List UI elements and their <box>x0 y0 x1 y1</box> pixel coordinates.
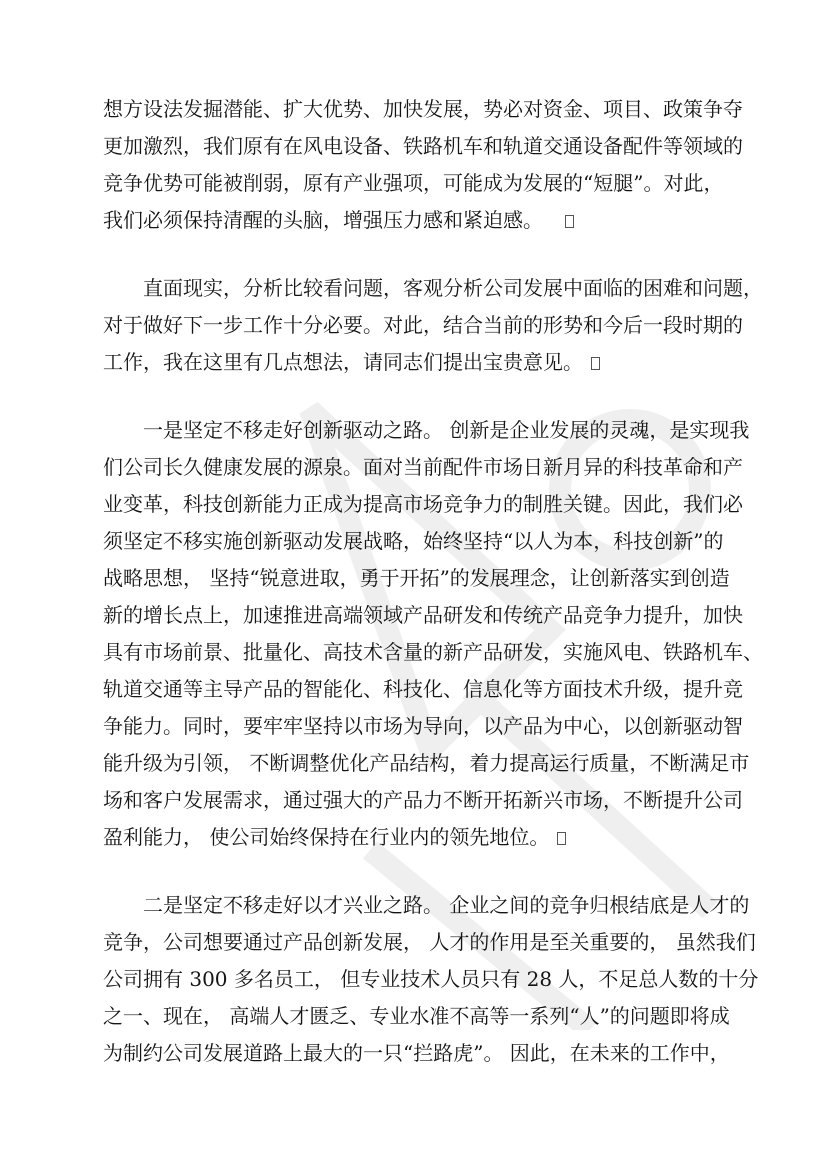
paragraph-spacing <box>103 856 743 887</box>
text-line: 二是坚定不移走好以才兴业之路。 企业之间的竞争归根结底是人才的 <box>143 893 750 917</box>
text-line: 新的增长点上，加速推进高端领域产品研发和传统产品竞争力提升，加快 <box>103 603 743 627</box>
paragraph-3 <box>103 412 763 856</box>
text-line-content: 我们必须保持清醒的头脑，增强压力感和紧迫感。 <box>103 208 543 232</box>
text-line: 直面现实，分析比较看问题，客观分析公司发展中面临的困难和问题， <box>143 276 763 300</box>
text-line: 想方设法发掘潜能、扩大优势、加快发展，势必对资金、项目、政策争夺 <box>103 97 743 121</box>
paragraph-1 <box>103 91 743 239</box>
text-line: 能升级为引领， 不断调整优化产品结构，着力提高运行质量，不断满足市 <box>103 751 750 775</box>
text-line: 更加激烈，我们原有在风电设备、铁路机车和轨道交通设备配件等领域的 <box>103 134 743 158</box>
text-line: 争能力。同时，要牢牢坚持以市场为导向，以产品为中心，以创新驱动智 <box>103 714 743 738</box>
paragraph-4 <box>103 887 759 1072</box>
text-line: 战略思想， 坚持“锐意进取，勇于开拓”的发展理念，让创新落实到创造 <box>103 566 730 590</box>
text-line: 为制约公司发展道路上最大的一只“拦路虎”。 因此，在未来的工作中， <box>103 1041 730 1065</box>
text-line-content: 工作，我在这里有几点想法，请同志们提出宝贵意见。 <box>103 350 583 374</box>
text-line-last <box>103 344 743 381</box>
paragraph-spacing <box>103 381 743 412</box>
paragraph-2 <box>103 270 763 381</box>
text-line: 对于做好下一步工作十分必要。对此，结合当前的形势和今后一段时期的 <box>103 313 743 337</box>
text-line-last <box>103 202 743 239</box>
text-line: 公司拥有 300 多名员工， 但专业技术人员只有 28 人，不足总人数的十分 <box>103 967 759 991</box>
text-line: 业变革，科技创新能力正成为提高市场竞争力的制胜关键。因此，我们必 <box>103 492 743 516</box>
text-line: 具有市场前景、批量化、高技术含量的新产品研发，实施风电、铁路机车、 <box>103 640 763 664</box>
text-line-content: 盈利能力， 使公司始终保持在行业内的领先地位。 <box>103 825 550 849</box>
text-line: 们公司长久健康发展的源泉。面对当前配件市场日新月异的科技革命和产 <box>103 455 743 479</box>
document-body <box>103 91 763 1072</box>
text-line: 须坚定不移实施创新驱动发展战略，始终坚持“以人为本，科技创新”的 <box>103 529 724 553</box>
text-line: 轨道交通等主导产品的智能化、科技化、信息化等方面技术升级，提升竞 <box>103 677 743 701</box>
text-line-last <box>103 819 743 856</box>
text-line: 之一、现在， 高端人才匮乏、专业水准不高等一系列“人”的问题即将成 <box>103 1004 730 1028</box>
text-line: 场和客户发展需求，通过强大的产品力不断开拓新兴市场，不断提升公司 <box>103 788 743 812</box>
paragraph-spacing <box>103 239 743 270</box>
paragraph-mark-icon <box>557 832 566 845</box>
paragraph-mark-icon <box>591 357 600 370</box>
text-line: 竞争优势可能被削弱，原有产业强项，可能成为发展的“短腿”。对此， <box>103 171 724 195</box>
text-line: 一是坚定不移走好创新驱动之路。 创新是企业发展的灵魂，是实现我 <box>143 418 750 442</box>
text-line: 竞争，公司想要通过产品创新发展， 人才的作用是至关重要的， 虽然我们 <box>103 930 756 954</box>
paragraph-mark-icon <box>565 215 574 228</box>
